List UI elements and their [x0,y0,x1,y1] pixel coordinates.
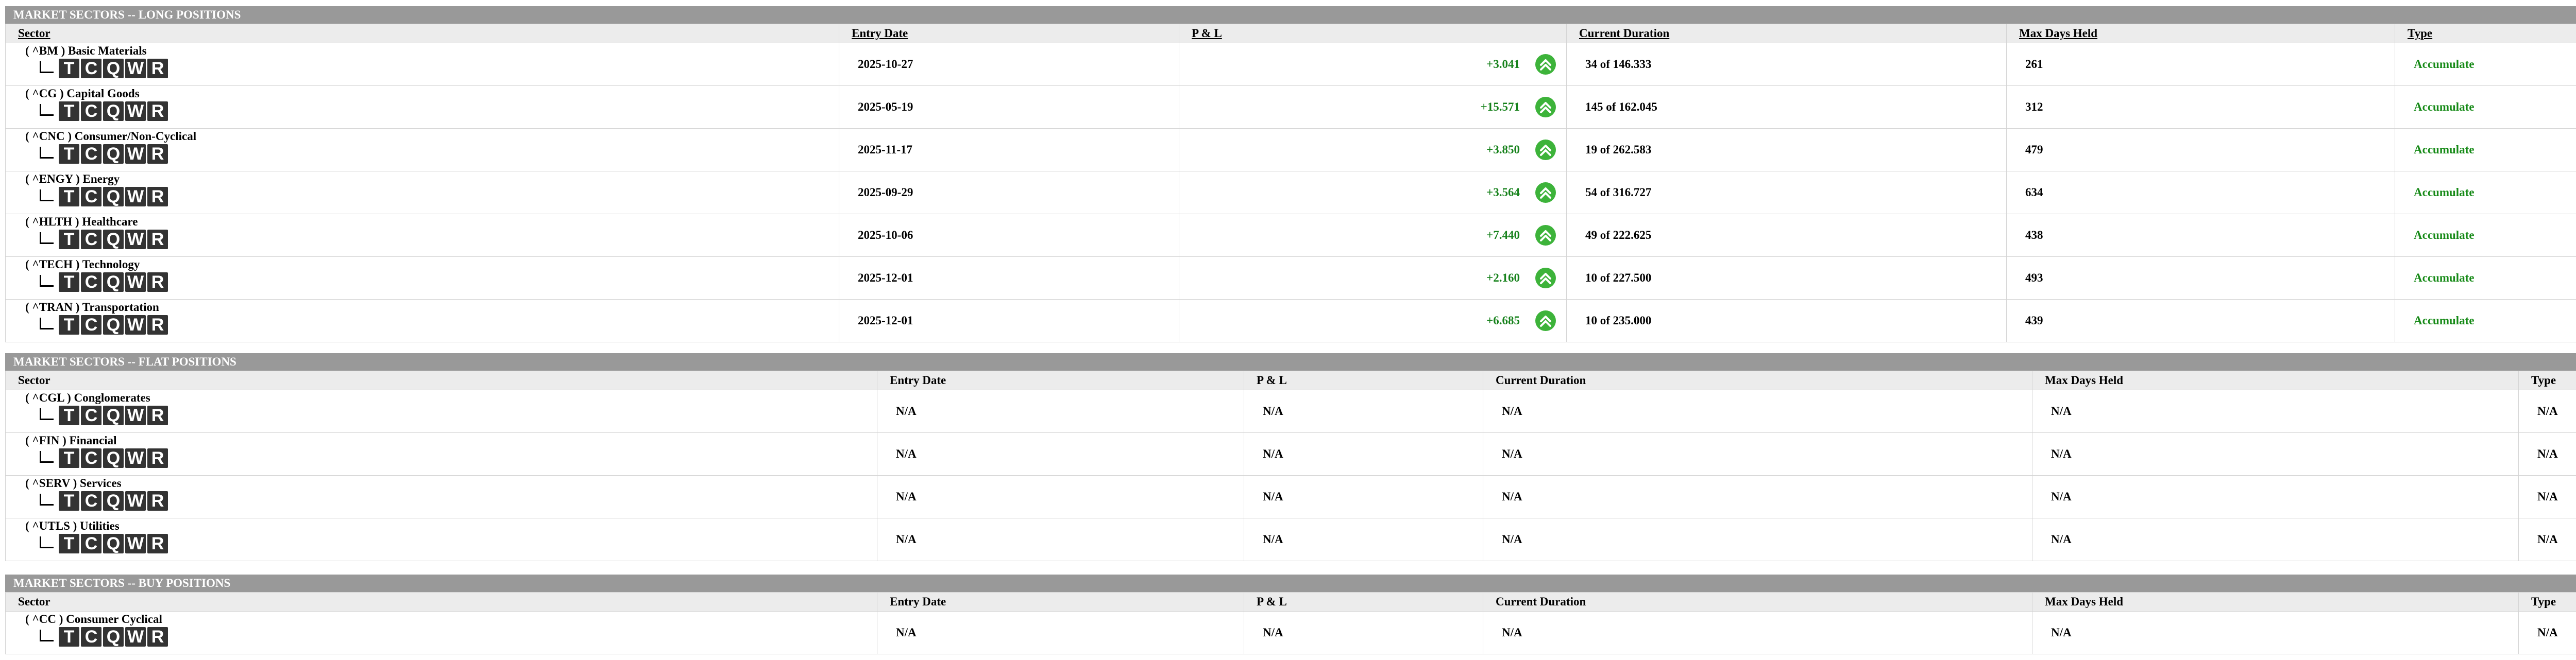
chart-button-t[interactable]: T [59,272,79,292]
sector-cell [6,43,839,86]
buy-positions-section [5,575,2576,654]
pl-value: +3.850 [1486,143,1520,156]
chart-button-r[interactable]: R [147,101,168,121]
max-days-cell: N/A [2032,433,2519,476]
chart-links [40,228,838,249]
sector-cell [6,476,877,518]
max-days-cell: 312 [2007,86,2395,129]
chart-button-t[interactable]: T [59,627,79,647]
type-cell: N/A [2519,433,2576,476]
tree-branch-icon [40,408,54,420]
header-entry-date: Entry Date [877,371,1244,390]
chart-button-t[interactable]: T [59,187,79,206]
sector-cell [6,129,839,171]
table-row [6,300,2576,342]
type-cell: Accumulate [2395,86,2576,129]
chart-button-t[interactable]: T [59,101,79,121]
table-row [6,476,2576,518]
tree-branch-icon [40,494,54,506]
sector-cell [6,214,839,257]
chart-button-c[interactable]: C [81,101,101,121]
pl-cell: N/A [1244,433,1483,476]
chart-button-q[interactable]: Q [103,534,124,553]
chart-button-c[interactable]: C [81,315,101,335]
sector-name: ( ^CG ) Capital Goods [25,87,140,100]
current-duration-cell: N/A [1483,390,2032,433]
chart-links [40,313,838,335]
chart-button-r[interactable]: R [147,491,168,511]
tree-branch-icon [40,275,54,287]
current-duration-cell: N/A [1483,612,2032,654]
pl-cell: N/A [1244,518,1483,561]
chart-links [40,404,876,425]
chart-button-t[interactable]: T [59,491,79,511]
entry-date-cell: 2025-10-27 [839,43,1179,86]
chart-button-t[interactable]: T [59,59,79,78]
current-duration-cell: 49 of 222.625 [1567,214,2007,257]
long-positions-table [5,24,2576,342]
chart-button-w[interactable]: W [125,448,146,468]
chart-button-q[interactable]: Q [103,627,124,647]
chart-button-w[interactable]: W [125,187,146,206]
chart-button-t[interactable]: T [59,230,79,249]
header-type: Type [2519,371,2576,390]
chart-button-w[interactable]: W [125,272,146,292]
type-cell: Accumulate [2395,214,2576,257]
buy-positions-table [5,592,2576,654]
table-row [6,390,2576,433]
max-days-cell: 438 [2007,214,2395,257]
chart-button-q[interactable]: Q [103,406,124,425]
chart-button-w[interactable]: W [125,534,146,553]
entry-date-cell: N/A [877,433,1244,476]
table-row [6,86,2576,129]
chart-button-c[interactable]: C [81,448,101,468]
entry-date-cell: 2025-12-01 [839,257,1179,300]
current-duration-cell: 19 of 262.583 [1567,129,2007,171]
chart-button-c[interactable]: C [81,406,101,425]
type-cell: Accumulate [2395,300,2576,342]
double-chevron-up-icon [1535,268,1556,288]
pl-cell [1179,171,1567,214]
current-duration-cell: N/A [1483,518,2032,561]
chart-button-r[interactable]: R [147,534,168,553]
header-pl: P & L [1244,371,1483,390]
tree-branch-icon [40,451,54,463]
chart-button-w[interactable]: W [125,315,146,335]
chart-button-t[interactable]: T [59,448,79,468]
tree-branch-icon [40,189,54,201]
type-cell: Accumulate [2395,43,2576,86]
pl-cell [1179,86,1567,129]
header-entry-date: Entry Date [877,593,1244,612]
header-current-duration[interactable]: Current Duration [1567,24,2007,43]
type-cell: N/A [2519,390,2576,433]
header-pl: P & L [1244,593,1483,612]
pl-cell: N/A [1244,612,1483,654]
chart-button-c[interactable]: C [81,59,101,78]
tree-branch-icon [40,104,54,116]
current-duration-cell: 34 of 146.333 [1567,43,2007,86]
chart-button-r[interactable]: R [147,144,168,164]
chart-button-w[interactable]: W [125,101,146,121]
chart-button-r[interactable]: R [147,315,168,335]
sector-name: ( ^TECH ) Technology [25,258,140,271]
chart-links [40,142,838,164]
entry-date-cell: N/A [877,612,1244,654]
header-entry-date[interactable]: Entry Date [839,24,1179,43]
double-chevron-up-icon [1535,140,1556,160]
tree-branch-icon [40,232,54,244]
double-chevron-up-icon [1535,182,1556,203]
chart-button-t[interactable]: T [59,406,79,425]
header-sector[interactable]: Sector [6,24,839,43]
chart-links [40,446,876,468]
chart-button-t[interactable]: T [59,534,79,553]
pl-value: +2.160 [1486,271,1520,284]
type-cell: N/A [2519,476,2576,518]
section-title: MARKET SECTORS -- FLAT POSITIONS [5,353,2576,371]
header-current-duration: Current Duration [1483,371,2032,390]
chart-links [40,489,876,511]
sector-name: ( ^HLTH ) Healthcare [25,215,138,228]
sector-cell [6,390,877,433]
chart-button-w[interactable]: W [125,59,146,78]
entry-date-cell: N/A [877,390,1244,433]
sector-name: ( ^UTLS ) Utilities [25,519,120,532]
table-row [6,129,2576,171]
sector-name: ( ^CC ) Consumer Cyclical [25,613,162,626]
header-type[interactable]: Type [2395,24,2576,43]
pl-cell: N/A [1244,476,1483,518]
entry-date-cell: N/A [877,476,1244,518]
entry-date-cell: 2025-10-06 [839,214,1179,257]
tree-branch-icon [40,318,54,329]
sector-name: ( ^CNC ) Consumer/Non-Cyclical [25,130,197,143]
entry-date-cell: N/A [877,518,1244,561]
chart-button-q[interactable]: Q [103,448,124,468]
chart-button-r[interactable]: R [147,187,168,206]
sector-name: ( ^SERV ) Services [25,477,122,490]
double-chevron-up-icon [1535,225,1556,246]
sector-name: ( ^TRAN ) Transportation [25,301,159,314]
chart-button-r[interactable]: R [147,230,168,249]
pl-cell [1179,214,1567,257]
chart-button-q[interactable]: Q [103,187,124,206]
long-positions-section [5,6,2576,342]
table-row [6,518,2576,561]
current-duration-cell: N/A [1483,476,2032,518]
max-days-cell: 634 [2007,171,2395,214]
pl-cell [1179,43,1567,86]
max-days-cell: 493 [2007,257,2395,300]
type-cell: N/A [2519,518,2576,561]
sector-cell [6,86,839,129]
chart-button-q[interactable]: Q [103,315,124,335]
pl-value: +6.685 [1486,314,1520,327]
chart-links [40,57,838,78]
pl-value: +15.571 [1480,100,1520,113]
tree-branch-icon [40,147,54,159]
sector-cell [6,433,877,476]
header-max-days-held[interactable]: Max Days Held [2007,24,2395,43]
table-row [6,171,2576,214]
chart-button-t[interactable]: T [59,315,79,335]
type-cell: Accumulate [2395,129,2576,171]
chart-button-q[interactable]: Q [103,101,124,121]
max-days-cell: 439 [2007,300,2395,342]
chart-button-c[interactable]: C [81,230,101,249]
sector-name: ( ^ENGY ) Energy [25,172,120,185]
section-title: MARKET SECTORS -- LONG POSITIONS [5,6,2576,24]
chart-links [40,625,876,647]
chart-button-c[interactable]: C [81,144,101,164]
pl-cell [1179,257,1567,300]
pl-value: +3.041 [1486,58,1520,71]
chart-links [40,99,838,121]
type-cell: Accumulate [2395,257,2576,300]
tree-branch-icon [40,536,54,548]
current-duration-cell: 54 of 316.727 [1567,171,2007,214]
max-days-cell: 261 [2007,43,2395,86]
table-row [6,214,2576,257]
tree-branch-icon [40,61,54,73]
chart-button-r[interactable]: R [147,627,168,647]
header-sector: Sector [6,593,877,612]
sector-name: ( ^BM ) Basic Materials [25,44,147,57]
chart-button-c[interactable]: C [81,491,101,511]
table-row [6,43,2576,86]
flat-positions-table [5,371,2576,561]
table-row [6,433,2576,476]
pl-cell: N/A [1244,390,1483,433]
entry-date-cell: 2025-11-17 [839,129,1179,171]
sector-name: ( ^FIN ) Financial [25,434,117,447]
max-days-cell: N/A [2032,612,2519,654]
chart-button-c[interactable]: C [81,627,101,647]
double-chevron-up-icon [1535,97,1556,117]
double-chevron-up-icon [1535,310,1556,331]
flat-positions-section [5,353,2576,561]
table-row [6,257,2576,300]
section-title: MARKET SECTORS -- BUY POSITIONS [5,575,2576,592]
chart-button-w[interactable]: W [125,491,146,511]
chart-button-q[interactable]: Q [103,59,124,78]
chart-button-r[interactable]: R [147,448,168,468]
header-max-days-held: Max Days Held [2032,371,2519,390]
header-type: Type [2519,593,2576,612]
sector-cell [6,257,839,300]
chart-button-q[interactable]: Q [103,230,124,249]
header-sector: Sector [6,371,877,390]
chart-button-r[interactable]: R [147,272,168,292]
pl-value: +3.564 [1486,186,1520,199]
max-days-cell: N/A [2032,476,2519,518]
header-current-duration: Current Duration [1483,593,2032,612]
double-chevron-up-icon [1535,54,1556,75]
chart-button-q[interactable]: Q [103,272,124,292]
current-duration-cell: 145 of 162.045 [1567,86,2007,129]
chart-button-w[interactable]: W [125,406,146,425]
sector-cell [6,171,839,214]
entry-date-cell: 2025-12-01 [839,300,1179,342]
chart-button-w[interactable]: W [125,627,146,647]
chart-button-r[interactable]: R [147,406,168,425]
chart-button-c[interactable]: C [81,187,101,206]
sector-cell [6,300,839,342]
type-cell: Accumulate [2395,171,2576,214]
max-days-cell: N/A [2032,518,2519,561]
chart-button-q[interactable]: Q [103,491,124,511]
chart-button-w[interactable]: W [125,144,146,164]
current-duration-cell: N/A [1483,433,2032,476]
sector-cell [6,612,877,654]
max-days-cell: N/A [2032,390,2519,433]
chart-button-r[interactable]: R [147,59,168,78]
chart-links [40,185,838,206]
current-duration-cell: 10 of 227.500 [1567,257,2007,300]
entry-date-cell: 2025-09-29 [839,171,1179,214]
chart-button-q[interactable]: Q [103,144,124,164]
chart-links [40,532,876,553]
entry-date-cell: 2025-05-19 [839,86,1179,129]
table-row [6,612,2576,654]
pl-cell [1179,300,1567,342]
header-pl[interactable]: P & L [1179,24,1567,43]
chart-button-c[interactable]: C [81,534,101,553]
tree-branch-icon [40,630,54,641]
sector-name: ( ^CGL ) Conglomerates [25,391,150,404]
current-duration-cell: 10 of 235.000 [1567,300,2007,342]
header-max-days-held: Max Days Held [2032,593,2519,612]
pl-value: +7.440 [1486,229,1520,241]
sector-cell [6,518,877,561]
type-cell: N/A [2519,612,2576,654]
chart-links [40,270,838,292]
pl-cell [1179,129,1567,171]
chart-button-t[interactable]: T [59,144,79,164]
max-days-cell: 479 [2007,129,2395,171]
chart-button-c[interactable]: C [81,272,101,292]
chart-button-w[interactable]: W [125,230,146,249]
